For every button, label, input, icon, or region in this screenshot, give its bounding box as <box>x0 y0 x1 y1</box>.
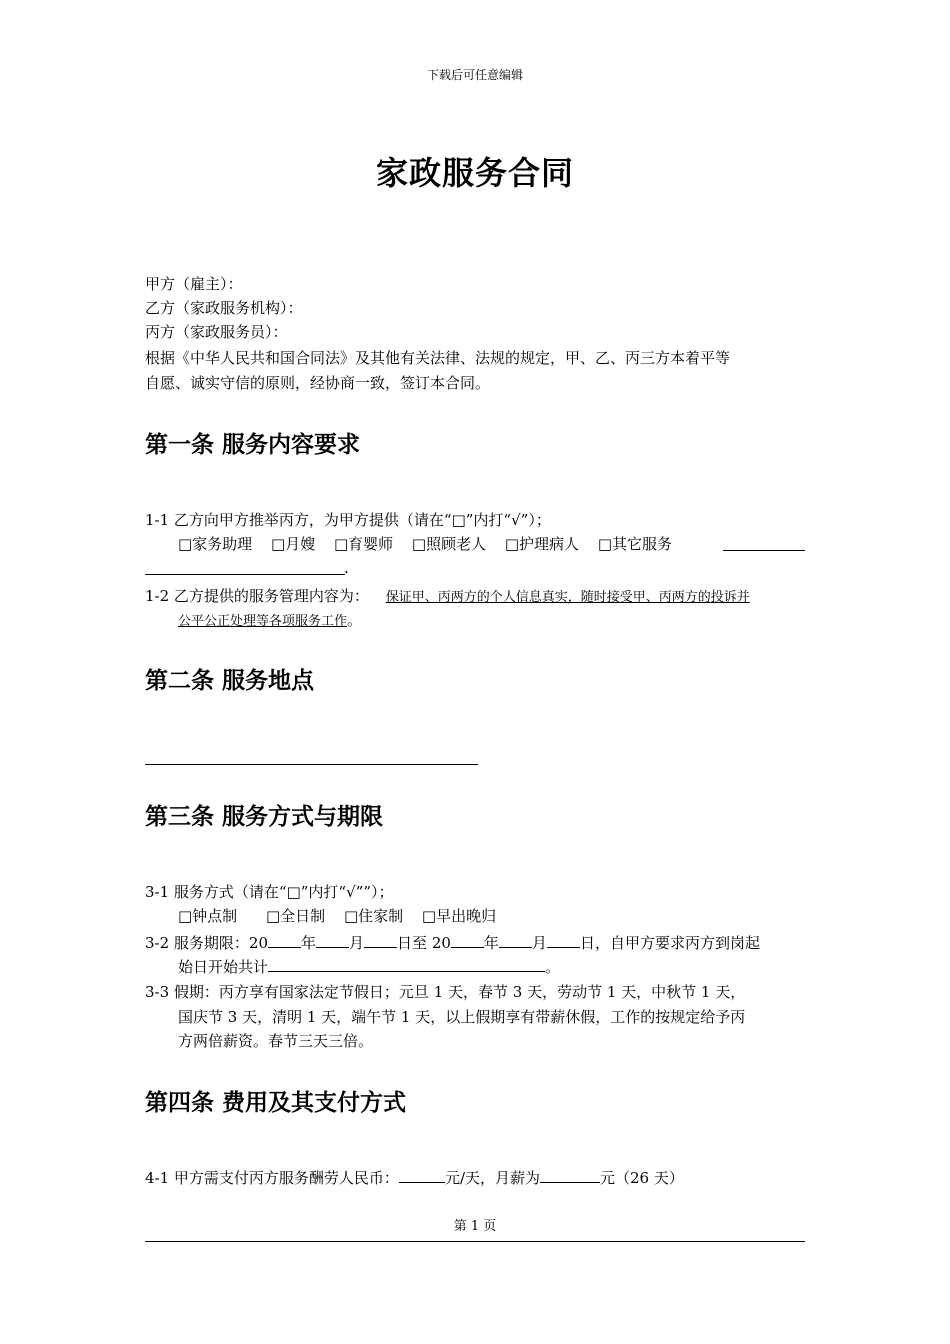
monthly-wage-blank[interactable] <box>540 1165 600 1183</box>
item-3-3-line-3: 方两倍薪资。春节三天三倍。 <box>178 1032 374 1050</box>
service-options <box>178 532 686 556</box>
item-3-2: 3-2 服务期限：20 年 月 日至 20 年 月 日，自甲方要求丙方到岗起 <box>145 930 760 955</box>
item-3-1: 3-1 服务方式（请在“□”内打“√””）； <box>145 883 394 901</box>
option-hourly[interactable]: □钟点制 <box>178 907 238 925</box>
option-elderly-care[interactable]: □照顾老人 <box>411 535 487 553</box>
item-1-1: 1-1 乙方向甲方推举丙方，为甲方提供（请在“□”内打“√”）； <box>145 511 551 529</box>
option-full-day[interactable]: □全日制 <box>265 907 326 925</box>
item-1-2 <box>145 584 750 610</box>
party-a: 甲方（雇主）： <box>145 275 243 293</box>
article-3-heading: 第三条 服务方式与期限 <box>145 803 384 830</box>
other-service-blank-cont[interactable] <box>145 574 345 575</box>
item-3-3-line-1: 3-3 假期：丙方享有国家法定节假日；元旦 1 天，春节 3 天，劳动节 1 天，中秋节 1 天， <box>145 983 746 1001</box>
start-day-blank[interactable] <box>364 930 397 948</box>
dot: . <box>344 559 349 577</box>
option-day-return[interactable]: □早出晚归 <box>421 907 497 925</box>
daily-wage-blank[interactable] <box>399 1165 445 1183</box>
option-other[interactable]: □其它服务 <box>597 535 673 553</box>
footer-rule <box>145 1241 805 1242</box>
item-1-2-content-1: 保证甲、丙两方的个人信息真实，随时接受甲、丙两方的投诉并 <box>385 590 750 605</box>
item-1-2-line-2: 公平公正处理等各项服务工作。 <box>178 611 363 629</box>
page-number: 第 1 页 <box>453 1219 497 1234</box>
total-duration-blank[interactable] <box>268 954 545 972</box>
item-3-3-line-2: 国庆节 3 天，清明 1 天，端午节 1 天，以上假期享有带薪休假，工作的按规定给予丙 <box>178 1008 746 1026</box>
item-1-2-label: 1-2 乙方提供的服务管理内容为： <box>145 587 369 605</box>
end-day-blank[interactable] <box>547 930 580 948</box>
end-year-blank[interactable] <box>451 930 484 948</box>
option-housekeeping[interactable]: □家务助理 <box>178 535 253 553</box>
start-year-blank[interactable] <box>268 930 301 948</box>
party-c: 丙方（家政服务员）： <box>145 323 288 341</box>
intro-line-1: 根据《中华人民共和国合同法》及其他有关法律、法规的规定，甲、乙、丙三方本着平等 <box>145 349 731 367</box>
item-3-2-line-2: 始日开始共计 。 <box>178 954 560 979</box>
article-4-heading: 第四条 费用及其支付方式 <box>145 1089 407 1116</box>
document-title: 家政服务合同 <box>375 154 574 192</box>
item-1-2-content-2: 公平公正处理等各项服务工作 <box>178 614 348 629</box>
end-month-blank[interactable] <box>499 930 532 948</box>
header-note: 下载后可任意编辑 <box>426 68 523 82</box>
option-patient-care[interactable]: □护理病人 <box>504 535 580 553</box>
option-nanny[interactable]: □育婴师 <box>333 535 394 553</box>
article-2-heading: 第二条 服务地点 <box>145 667 315 694</box>
article-1-heading: 第一条 服务内容要求 <box>145 431 361 458</box>
party-b: 乙方（家政服务机构）： <box>145 299 303 317</box>
intro-line-2: 自愿、诚实守信的原则，经协商一致，签订本合同。 <box>145 374 491 392</box>
start-month-blank[interactable] <box>316 930 349 948</box>
option-maternity-nurse[interactable]: □月嫂 <box>270 535 316 553</box>
service-location-blank[interactable] <box>145 764 478 765</box>
other-service-blank[interactable] <box>723 550 805 551</box>
option-live-in[interactable]: □住家制 <box>343 907 404 925</box>
service-mode-options <box>178 904 510 928</box>
item-4-1: 4-1 甲方需支付丙方服务酬劳人民币： 元/天，月薪为 元（26 天） <box>145 1165 684 1190</box>
